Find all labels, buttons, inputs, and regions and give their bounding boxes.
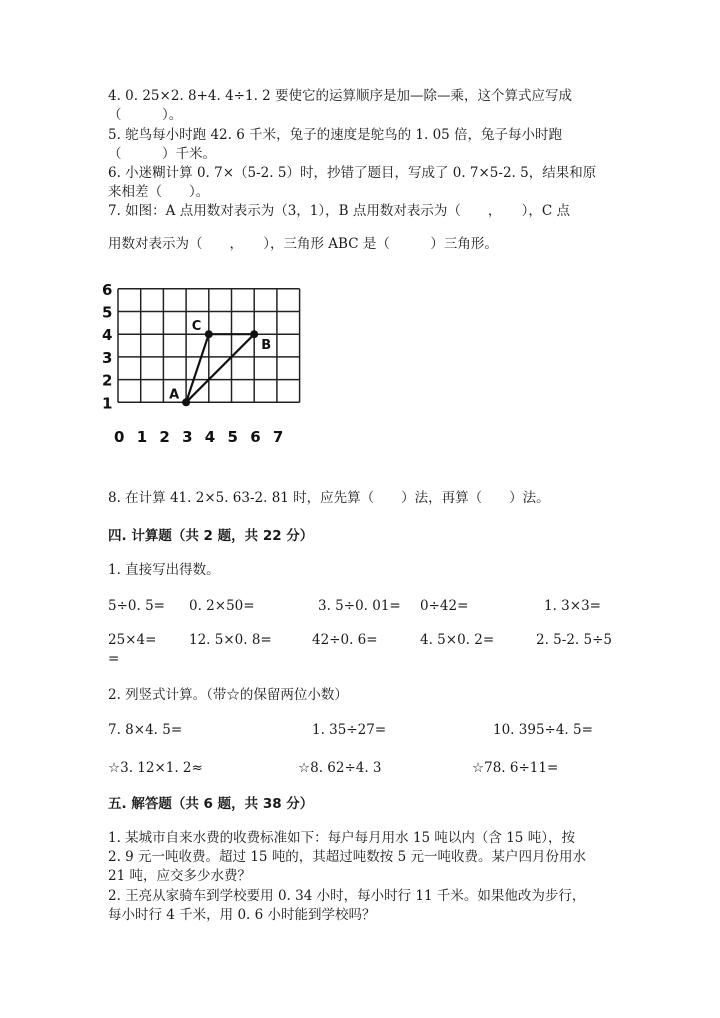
x-tick-label: 1 xyxy=(136,428,148,446)
x-tick-label: 7 xyxy=(272,428,284,446)
x-tick-label: 6 xyxy=(250,428,261,446)
x-tick-label: 3 xyxy=(182,428,193,446)
vertical-row1-item3: 10. 395÷4. 5= xyxy=(493,722,593,738)
vertical-row2-item2: ☆8. 62÷4. 3 xyxy=(298,760,382,776)
calc-row2-item1: 25×4= xyxy=(108,632,157,648)
section5-q1-line1: 1. 某城市自来水费的收费标准如下：每户每月用水 15 吨以内（含 15 吨），按 xyxy=(108,830,575,846)
q8-line: 8. 在计算 41. 2×5. 63-2. 81 时，应先算（ ）法，再算（ ）法。 xyxy=(108,490,550,506)
q5-line1: 5. 鸵鸟每小时跑 42. 6 千米，兔子的速度是鸵鸟的 1. 05 倍，兔子每小时跑 xyxy=(108,127,563,143)
point-b xyxy=(250,330,258,338)
q5-line2: （ ）千米。 xyxy=(108,146,216,162)
section4-q2-title: 2. 列竖式计算。（带☆的保留两位小数） xyxy=(108,687,348,703)
section5-q2-line2: 每小时行 4 千米，用 0. 6 小时能到学校吗？ xyxy=(108,907,376,923)
x-tick-label: 5 xyxy=(227,428,238,446)
point-a xyxy=(182,398,190,406)
calc-row1-item3: 3. 5÷0. 01= xyxy=(318,598,401,614)
point-c xyxy=(205,330,213,338)
calc-row1-item4: 0÷42= xyxy=(420,598,469,614)
calc-row2-wrap: = xyxy=(108,651,120,667)
q4-line2: （ ）。 xyxy=(108,107,183,123)
point-label-a: A xyxy=(169,387,180,403)
x-tick-label: 2 xyxy=(159,428,170,446)
calc-row2-item5: 2. 5-2. 5÷5 xyxy=(536,632,612,648)
vertical-row1-item1: 7. 8×4. 5= xyxy=(108,722,183,738)
vertical-row2-item3: ☆78. 6÷11= xyxy=(472,760,559,776)
axis-labels xyxy=(102,281,283,446)
y-tick-label: 3 xyxy=(102,348,113,367)
vertical-row1-item2: 1. 35÷27= xyxy=(312,722,387,738)
calc-row2-item4: 4. 5×0. 2= xyxy=(420,632,495,648)
coordinate-grid-figure xyxy=(100,280,315,450)
section5-q1-line2: 2. 9 元一吨收费。超过 15 吨的，其超过吨数按 5 元一吨收费。某户四月份用水 xyxy=(108,849,586,865)
y-tick-label: 1 xyxy=(102,394,113,413)
x-tick-label: 4 xyxy=(204,428,216,446)
grid-lines xyxy=(118,289,300,403)
triangle-sides xyxy=(186,334,254,402)
point-label-b: B xyxy=(261,338,272,354)
section4-q1-title: 1. 直接写出得数。 xyxy=(108,562,220,578)
q6-line1: 6. 小迷糊计算 0. 7×（5-2. 5）时，抄错了题目，写成了 0. 7×5-2. 5，结果和原 xyxy=(108,165,597,181)
section5-title: 五. 解答题（共 6 题，共 38 分） xyxy=(108,796,314,812)
q7-line2: 用数对表示为（ ， ），三角形 ABC 是（ ）三角形。 xyxy=(108,236,498,252)
y-tick-label: 6 xyxy=(102,280,113,299)
calc-row2-item2: 12. 5×0. 8= xyxy=(189,632,272,648)
y-tick-label: 2 xyxy=(102,371,113,390)
calc-row1-item5: 1. 3×3= xyxy=(544,598,601,614)
q7-line1: 7. 如图：A 点用数对表示为（3，1），B 点用数对表示为（ ， ），C 点 xyxy=(108,203,570,219)
vertical-row2-item1: ☆3. 12×1. 2≈ xyxy=(108,760,203,776)
q6-line2: 来相差（ ）。 xyxy=(108,184,210,200)
calc-row1-item2: 0. 2×50= xyxy=(189,598,255,614)
grid-points xyxy=(169,319,271,406)
calc-row1-item1: 5÷0. 5= xyxy=(108,598,165,614)
section4-title: 四. 计算题（共 2 题，共 22 分） xyxy=(108,528,314,544)
point-label-c: C xyxy=(191,319,202,335)
section5-q1-line3: 21 吨，应交多少水费？ xyxy=(108,868,251,884)
y-tick-label: 5 xyxy=(102,303,113,322)
calc-row2-item3: 42÷0. 6= xyxy=(312,632,378,648)
q4-line1: 4. 0. 25×2. 8+4. 4÷1. 2 要使它的运算顺序是加—除—乘，这个算式应写成 xyxy=(108,88,573,104)
x-tick-label: 0 xyxy=(114,428,125,446)
section5-q2-line1: 2. 王亮从家骑车到学校要用 0. 34 小时，每小时行 11 千米。如果他改为步行， xyxy=(108,888,586,904)
y-tick-label: 4 xyxy=(102,326,113,345)
